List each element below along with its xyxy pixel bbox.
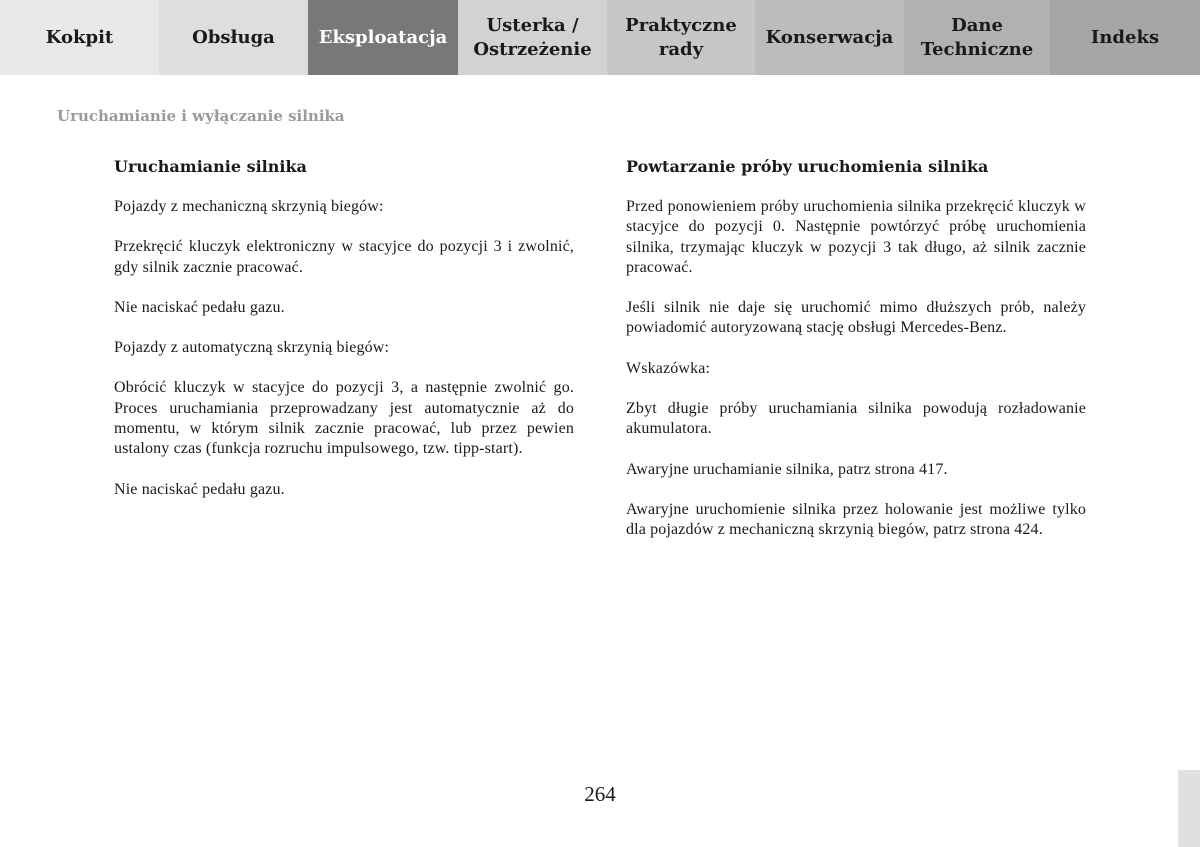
tab-label: Eksploatacja — [318, 26, 448, 48]
tab-label: Indeks — [1090, 26, 1160, 48]
tab-praktyczne-rady[interactable] — [607, 0, 755, 75]
paragraph: Awaryjne uruchomienie silnika przez holowanie jest możliwe tylko dla pojazdów z mechaniczną skrzynią biegów, patrz strona 424. — [626, 500, 1086, 539]
page-edge-marker — [1178, 770, 1200, 847]
paragraph: Awaryjne uruchamianie silnika, patrz strona 417. — [626, 460, 948, 478]
paragraph: Wskazówka: — [626, 359, 711, 377]
paragraph: Zbyt długie próby uruchamiania silnika powodują rozładowanie akumulatora. — [626, 400, 1086, 438]
paragraph: Nie naciskać pedału gazu. — [114, 298, 285, 316]
paragraph: Przekręcić kluczyk elektroniczny w stacyjce do pozycji 3 i zwolnić, gdy silnik zacznie pracować. — [114, 238, 574, 276]
page-number: 264 — [584, 782, 616, 806]
tab-label: Obsługa — [192, 26, 275, 48]
tab-label: Konserwacja — [765, 26, 894, 48]
tab-indeks[interactable] — [1050, 0, 1200, 75]
tab-konserwacja[interactable] — [755, 0, 904, 75]
left-column — [114, 157, 574, 520]
tab-eksploatacja[interactable] — [308, 0, 458, 75]
tab-dane-techniczne[interactable] — [904, 0, 1050, 75]
paragraph: Jeśli silnik nie daje się uruchomić mimo dłuższych prób, należy powiadomić autoryzowaną stację obsługi Mercedes-Benz. — [626, 299, 1086, 337]
paragraph: Nie naciskać pedału gazu. — [114, 480, 285, 498]
chapter-tabs — [0, 0, 1200, 75]
right-column — [626, 157, 1086, 561]
tab-label: Usterka / Ostrzeżenie — [473, 14, 592, 60]
section-title: Uruchamianie i wyłączanie silnika — [57, 107, 345, 125]
tab-label: Praktyczne rady — [625, 14, 737, 60]
tab-usterka-ostrzezenie[interactable] — [458, 0, 607, 75]
paragraph: Pojazdy z automatyczną skrzynią biegów: — [114, 339, 390, 357]
left-heading: Uruchamianie silnika — [114, 157, 307, 176]
paragraph: Pojazdy z mechaniczną skrzynią biegów: — [114, 198, 384, 215]
tab-label: Kokpit — [45, 26, 114, 48]
paragraph: Obrócić kluczyk w stacyjce do pozycji 3, a następnie zwolnić go. Proces uruchamiania przeprowadzany jest automatycznie aż do momentu, w którym silnik zacznie pracować, lub przez pewien ustalony czas (funkcja rozruchu impulsowego, tzw. tipp-start). — [114, 379, 574, 458]
tab-kokpit[interactable] — [0, 0, 159, 75]
paragraph: Przed ponowieniem próby uruchomienia silnika przekręcić kluczyk w stacyjce do pozycji 0. Następnie powtórzyć próbę uruchomienia silnika, trzymając kluczyk w pozycji 3 tak długo, aż silnik zacznie pracować. — [626, 198, 1086, 276]
tab-label: Dane Techniczne — [920, 14, 1034, 60]
tab-obsluga[interactable] — [159, 0, 308, 75]
right-heading: Powtarzanie próby uruchomienia silnika — [626, 157, 989, 176]
